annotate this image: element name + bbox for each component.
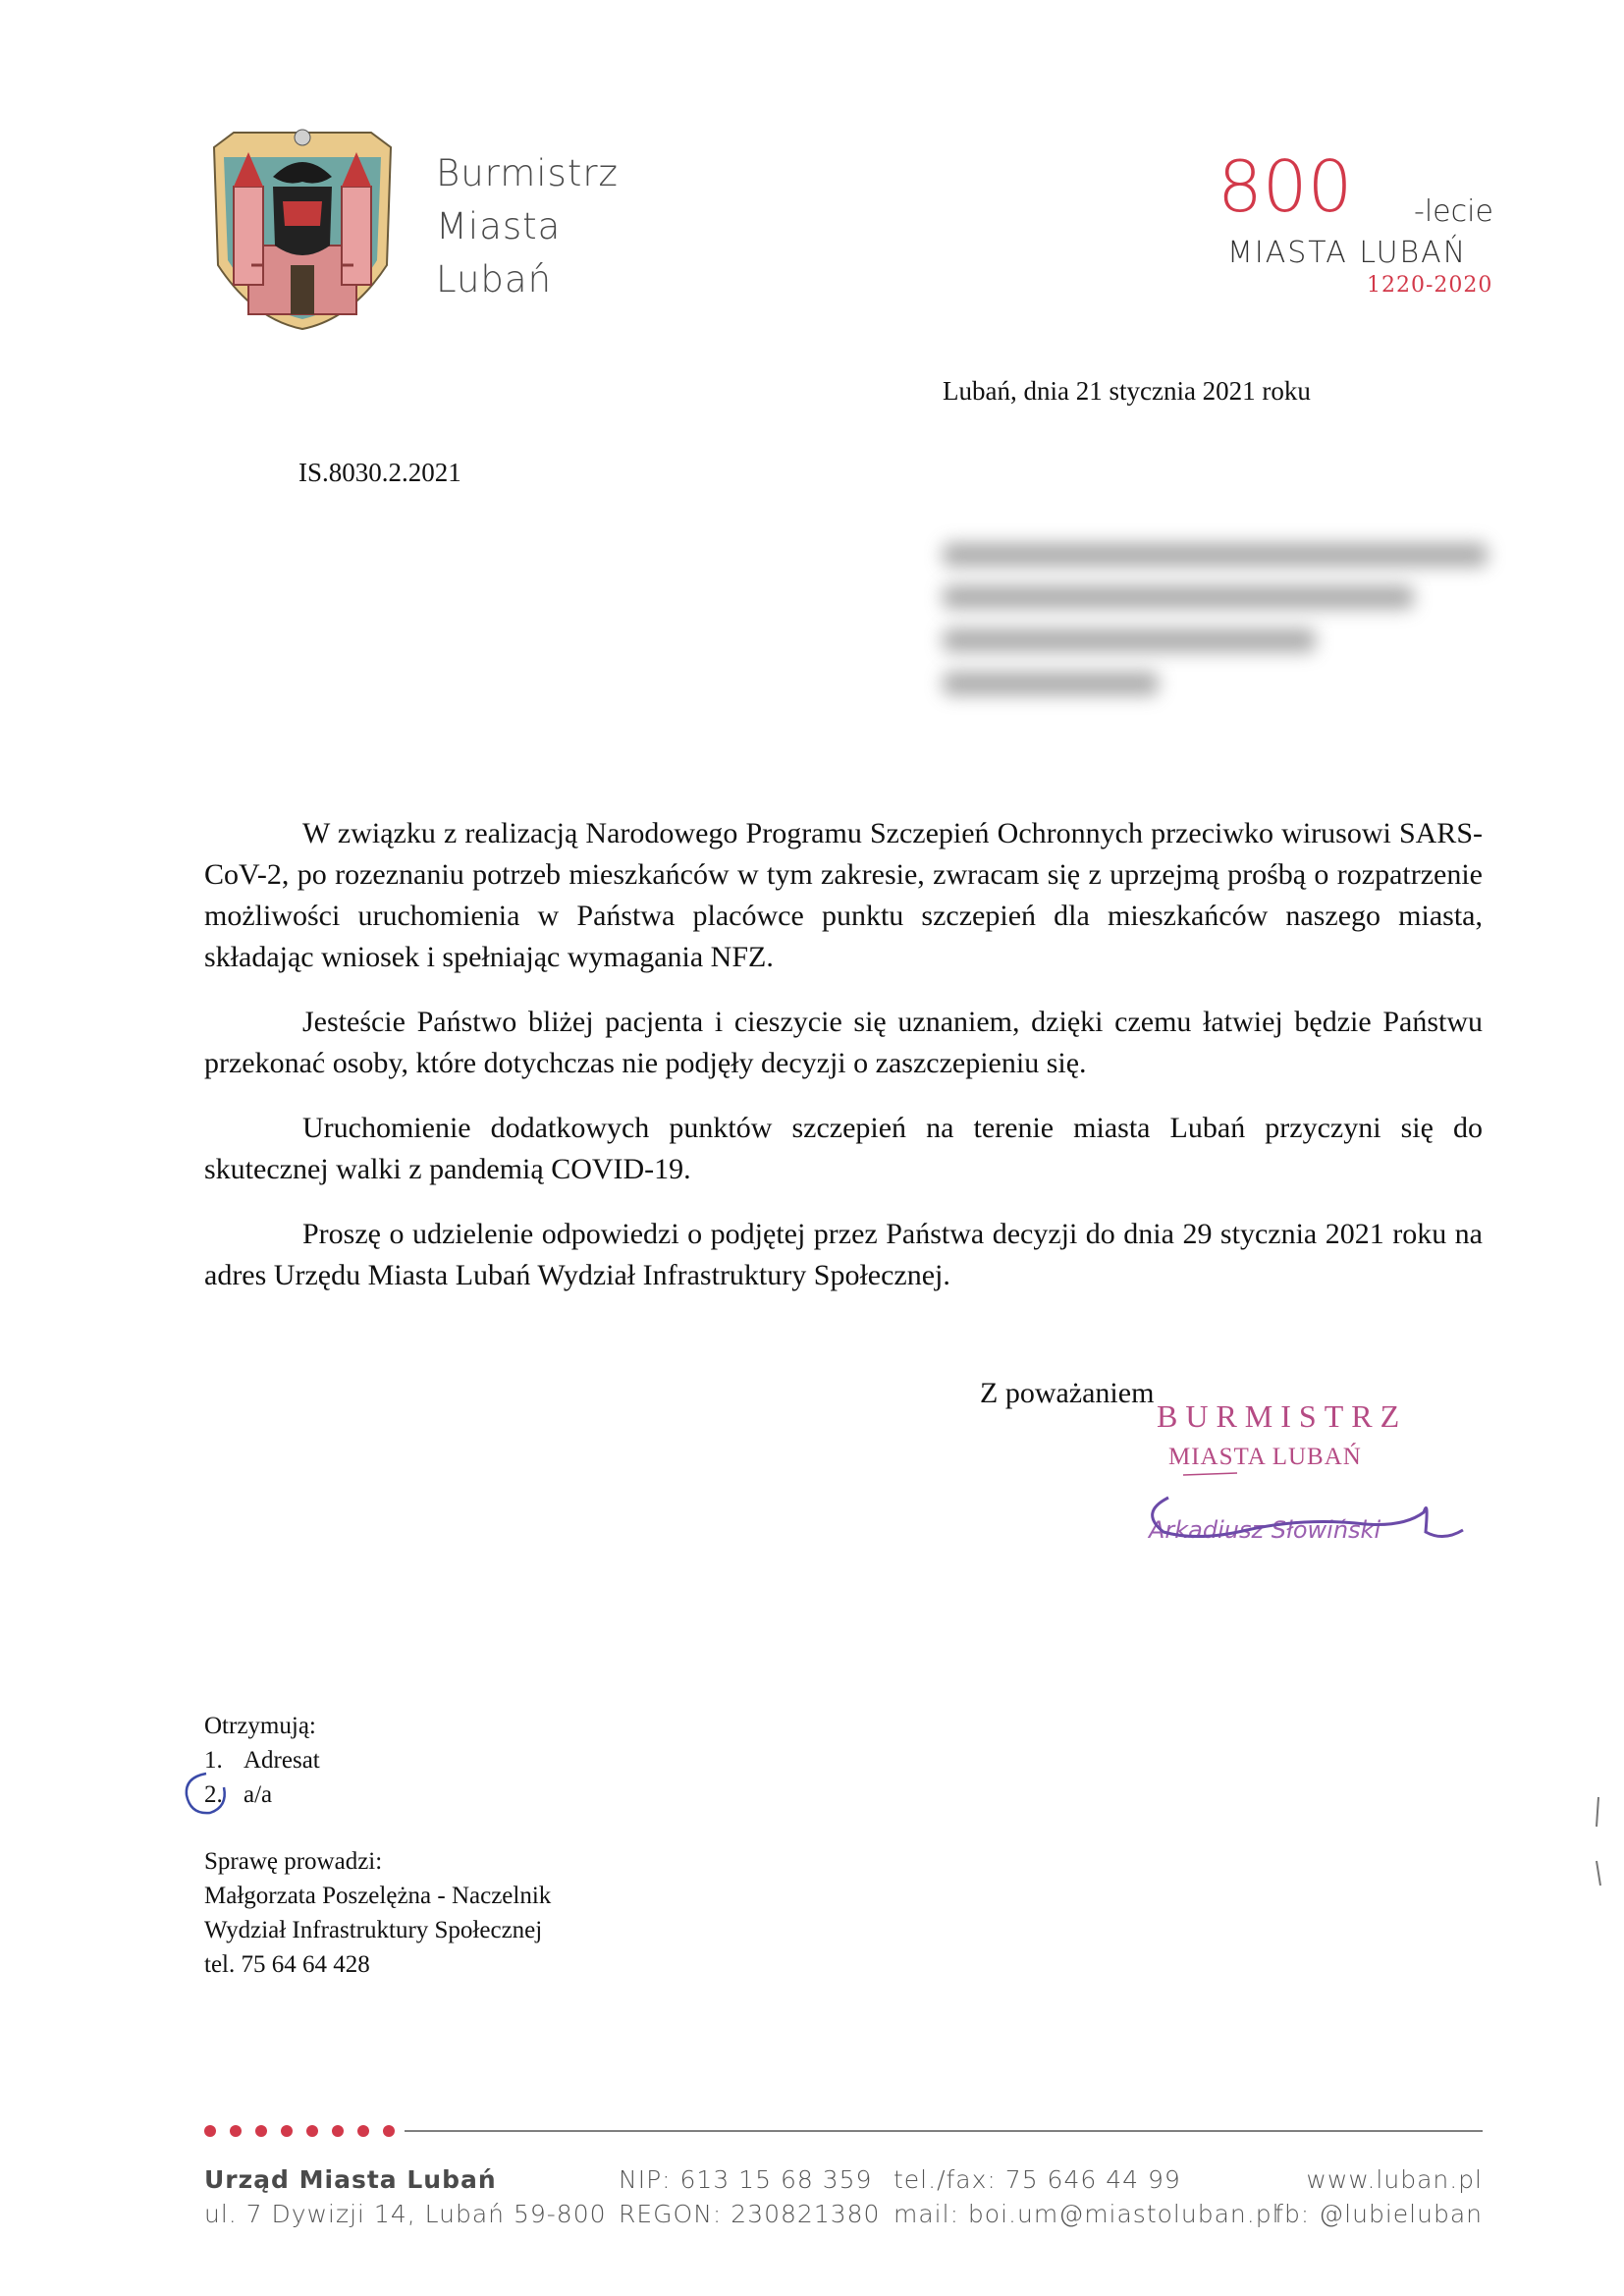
scan-artifact <box>1589 1787 1608 1905</box>
office-title-line-1: Burmistrz <box>436 152 619 194</box>
redacted-line <box>943 585 1414 609</box>
footer-divider <box>204 2121 1483 2141</box>
paragraph-3: Uruchomienie dodatkowych punktów szczepień na terenie miasta Lubań przyczyni się do skutecznej walki z pandemią COVID-19. <box>204 1112 1483 1185</box>
redacted-line <box>943 543 1488 567</box>
jubilee-city: MIASTA LUBAŃ <box>1227 236 1468 270</box>
list-number: 2. <box>204 1781 223 1808</box>
stamp-subtitle: MIASTA LUBAŃ <box>1168 1444 1362 1470</box>
paragraph-1: W związku z realizacją Narodowego Programu Szczepień Ochronnych przeciwko wirusowi SARS-CoV-2, po rozeznaniu potrzeb mieszkańców w tym zakresie, zwracam się z uprzejmą prośbą o rozpatrzenie możliwości uruchomienia w Państwa placówce punktu szczepień dla mieszkańców naszego miasta, składając wniosek i spełniając wymagania NFZ. <box>204 817 1483 973</box>
letter-body <box>204 813 1483 1320</box>
handler-phone: tel. 75 64 64 428 <box>204 1951 370 1978</box>
paragraph-2: Jesteście Państwo bliżej pacjenta i cieszycie się uznaniem, dzięki czemu łatwiej będzie Państwu przekonać osoby, które dotychczas nie podjęły decyzji o zaszczepieniu się. <box>204 1006 1483 1079</box>
list-number: 1. <box>204 1747 223 1774</box>
office-title-line-2: Miasta <box>436 205 562 247</box>
handler-heading: Sprawę prowadzi: <box>204 1848 383 1875</box>
footer-facebook-link[interactable]: fb: @lubieluban <box>1274 2200 1483 2228</box>
recipients-heading: Otrzymują: <box>204 1713 316 1739</box>
handler-department: Wydział Infrastruktury Społecznej <box>204 1917 543 1943</box>
jubilee-number: 800 <box>1218 145 1353 228</box>
office-title <box>436 147 619 306</box>
stamp-title: BURMISTRZ <box>1157 1398 1408 1434</box>
footer-address: ul. 7 Dywizji 14, Lubań 59-800 <box>204 2200 607 2228</box>
handwritten-signature <box>1129 1394 1483 1561</box>
footer-email: mail: boi.um@miastoluban.pl <box>893 2200 1280 2228</box>
case-handler <box>204 1844 551 1982</box>
paragraph-4: Proszę o udzielenie odpowiedzi o podjętej przez Państwa decyzji do dnia 29 stycznia 2021 roku na adres Urzędu Miasta Lubań Wydział Infrastruktury Społecznej. <box>204 1218 1483 1291</box>
redacted-line <box>943 629 1316 652</box>
closing-salutation: Z poważaniem <box>980 1377 1155 1409</box>
footer-office-name: Urząd Miasta Lubań <box>204 2165 497 2194</box>
footer-regon: REGON: 230821380 <box>619 2200 881 2228</box>
letter-date: Lubań, dnia 21 stycznia 2021 roku <box>943 376 1311 406</box>
handler-name: Małgorzata Poszelężna - Naczelnik <box>204 1883 552 1909</box>
footer-nip: NIP: 613 15 68 359 <box>619 2165 873 2194</box>
jubilee-suffix: -lecie <box>1414 194 1493 229</box>
footer-website-link[interactable]: www.luban.pl <box>1306 2165 1483 2194</box>
recipient-address-redacted <box>933 538 1492 705</box>
list-text: a/a <box>244 1781 273 1808</box>
office-title-line-3: Lubań <box>436 258 553 301</box>
reference-number: IS.8030.2.2021 <box>298 458 461 487</box>
stamp-signatory: Arkadiusz Słowiński <box>1149 1516 1381 1544</box>
handwritten-circle-mark <box>177 1768 236 1819</box>
list-text: Adresat <box>244 1747 320 1774</box>
redacted-line <box>943 672 1159 695</box>
coat-of-arms-logo <box>204 118 401 334</box>
jubilee-years: 1220-2020 <box>1367 273 1493 298</box>
footer-telfax: tel./fax: 75 646 44 99 <box>893 2165 1181 2194</box>
